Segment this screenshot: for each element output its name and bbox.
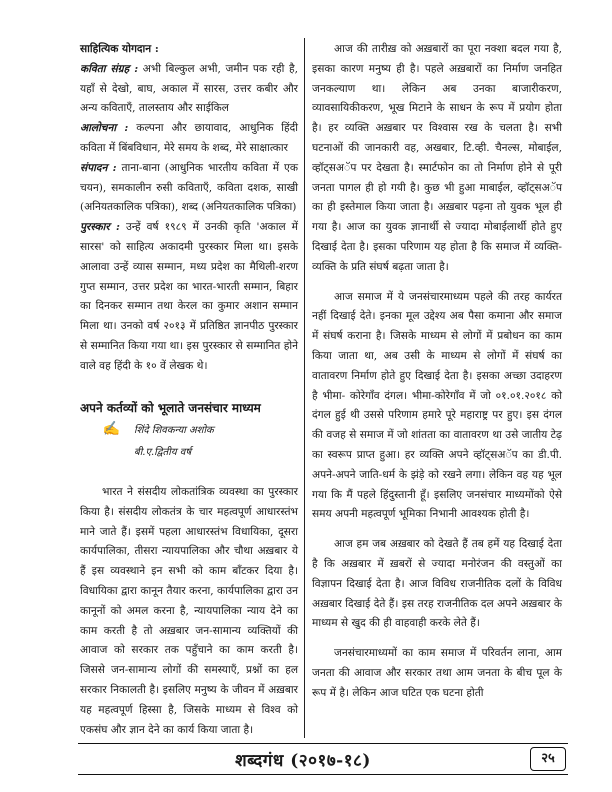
author-name: शिंदे शिवकन्या अशोक — [134, 425, 214, 437]
article-paragraph: जनसंचारमाध्यमों का काम समाज में परिवर्तन लाना, आम जनता की आवाज और सरकार तथा आम जनता के बीच पूल के रूप में है। लेकिन आज घटित एक घटना होती — [312, 647, 562, 699]
spacer — [312, 634, 562, 644]
page-footer — [78, 743, 568, 775]
article-title: अपने कर्तव्यों को भूलाते जनसंचार माध्यम — [80, 400, 261, 415]
poetry-label: कविता संग्रह : — [80, 62, 139, 75]
article-paragraph: आज समाज में ये जनसंचारमाध्यम पहले की तरह कार्यरत नहीं दिखाई देते। इनका मूल उद्देश्य अब पैसा कमाना और समाज में संघर्ष कराना है। जिसके माध्यम से लोगों में प्रबोधन का काम किया जाता था, अब उसी के माध्यम से लोगों में संघर्ष का वातावरण निर्माण होते हुए दिखाई देता है। इसका अच्छा उदाहरण है भीमा- कोरेगाँव दंगल। भीमा-कोरेगाँव में जो ०१.०१.२०१८ को दंगल हुई थी उससे परिणाम हमारे पूरे महाराष्ट्र पर हुए। इस दंगल की वजह से समाज में जो शांतता का वातावरण था उसे जातीय टेढ़ का स्वरूप प्राप्त हुआ। हर व्यक्ति अपने व्हॉट्सअॅप का डी.पी. अपने-अपने जाति-धर्म के झंड़े को रखने लगा। लेकिन वह यह भूल गया कि मैं पहले हिंदुस्तानी हूँ। इसलिए जनसंचार माध्यमोंको ऐसे समय अपनी महत्वपूर्ण भूमिका निभानी आवश्यक होती है। — [312, 290, 562, 521]
criticism-text: कल्पना और छायावाद, आधुनिक हिंदी कविता में बिंबविधान, मेरे समय के शब्द, मेरे साक्षात्कार — [80, 122, 299, 154]
article-byline — [80, 420, 298, 441]
editing-entry — [80, 159, 298, 218]
spacer — [80, 463, 298, 483]
award-label: पुरस्कार : — [80, 221, 120, 234]
poetry-text: अभी बिल्कुल अभी, जमीन पक रही है, यहाँ से देखो, बाघ, अकाल में सारस, उत्तर कबीर और अन्य कविताएँ, तालस्ताय और साईकिल — [80, 62, 298, 115]
criticism-label: आलोचना : — [80, 122, 129, 135]
author-class: बी.ए.द्वितीय वर्ष — [134, 447, 192, 459]
editing-label: संपादन : — [80, 161, 117, 174]
literary-contribution-heading: साहित्यिक योगदान : — [80, 43, 159, 55]
page-number: २५ — [530, 747, 566, 771]
magazine-title: शब्दगंध (२०१७-१८) — [235, 751, 371, 771]
spacer — [312, 278, 562, 288]
article-paragraph: आज की तारीख़ को अख़बारों का पूरा नक्शा बदल गया है, इसका कारण मनुष्य ही है। पहले अख़बारों का निर्माण जनहित जनकल्याण था। लेकिन अब उनका बाजारीकरण, व्यावसायिकीकरण, भूख मिटाने के साधन के रूप में प्रयोग होता है। हर व्यक्ति अख़बार पर विश्वास रख के चलता है। सभी घटनाओं की जानकारी वह, अखबार, टि.व्ही. चैनल्स, मोबाईल, व्हॉट्सअॅप पर देखता है। स्मार्टफोन का तो निर्माण होने से पूरी जनता पागल ही हो गयी है। कुछ भी हुआ माबाईल, व्हॉट्सअॅप का ही इस्तेमाल किया जाता है। अख़बार पढ़ना तो युवक भूल ही गया है। आज का युवक ज्ञानार्थी से ज्यादा मोबाईलार्थी होते हुए दिखाई देता है। इसका परिणाम यह होता है कि समाज में व्यक्ति-व्यक्ति के प्रति संघर्ष बढ़ता जाता है। — [312, 43, 562, 273]
article-paragraph: आज हम जब अख़बार को देखते हैं तब हमें यह दिखाई देता है कि अख़बार में ख़बरों से ज्यादा मनोरंजन की वस्तुओं का विज्ञापन दिखाई देता है। आज विविध राजनीतिक दलों के विविध अख़बार दिखाई देते हैं। इस तरह राजनीतिक दल अपने अख़बार के माध्यम से खुद की ही वाहवाही करके लेते हैं। — [312, 538, 562, 630]
poetry-collection-entry — [80, 60, 298, 119]
article-paragraph: भारत ने संसदीय लोकतांत्रिक व्यवस्था का पुरस्कार किया है। संसदीय लोकतंत्र के चार महत्वपूर्ण आधारस्तंभ माने जाते हैं। इसमें पहला आधारस्तंभ विधायिका, दूसरा कार्यपालिका, तीसरा न्यायपालिका और चौथा अख़बार ये हैं इस व्यवस्थाने इन सभी को काम बाँटकर दिया है। विधायिका द्वारा कानून तैयार करना, कार्यपालिका द्वारा उन कानूनों को अमल करना है, न्यायपालिका न्याय देने का काम करती है तो अख़बार जन-सामान्य व्यक्तियों की आवाज को सरकार तक पहुँचाने का काम करती है। जिससे जन-सामान्य लोगों की समस्याएँ, प्रश्नों का हल सरकार निकालती है। इसलिए मनुष्य के जीवन में अख़बार यह महत्वपूर्ण हिस्सा है, जिसके माध्यम से विश्व को एकसंघ और ज्ञान देने का कार्य किया जाता है। — [80, 485, 298, 736]
editing-text: ताना-बाना (आधुनिक भारतीय कविता में एक चयन), समकालीन रुसी कविताएँ, कविता दशक, साखी (अनियतकालिक पत्रिका), शब्द (अनियतकालिक पत्रिका) — [80, 161, 299, 214]
column-divider — [304, 38, 305, 738]
spacer — [312, 525, 562, 535]
award-text: उन्हें वर्ष १९८९ में उनकी कृति 'अकाल में सारस' को साहित्य अकादमी पुरस्कार मिला था। इसके आलावा उन्हें व्यास सम्मान, मध्य प्रदेश का मैथिली-शरण गुप्त सम्मान, उत्तर प्रदेश का भारत-भारती सम्मान, बिहार का दिनकर सम्मान तथा केरल का कुमार अशान सम्मान मिला था। उनको वर्ष २०१३ में प्रतिष्ठित ज्ञानपीठ पुरस्कार से सम्मानित किया गया था। इस पुरस्कार से सम्मानित होने वाले वह हिंदी के १० वें लेखक थे। — [80, 221, 298, 372]
award-entry — [80, 218, 298, 376]
quill-pen-icon: ✍ — [102, 421, 120, 438]
criticism-entry — [80, 119, 298, 159]
right-column — [312, 40, 562, 704]
left-column — [80, 40, 298, 740]
author-class-line — [80, 443, 298, 463]
